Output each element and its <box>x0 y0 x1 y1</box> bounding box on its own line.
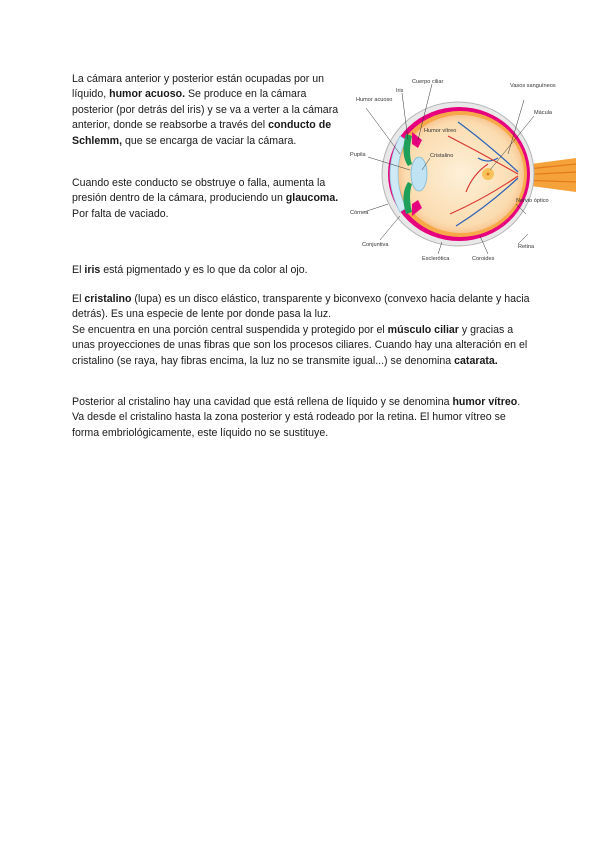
paragraph-cristalino <box>72 292 534 369</box>
text: La cámara anterior y posterior están ocupadas por un líquido, <box>72 73 325 101</box>
text: (lupa) es un disco elástico, transparente y biconvexo (convexo hacia delante y hacia detrás). Es una especie de lente por donde pasa la luz. <box>72 293 530 321</box>
text: Cuando este conducto se obstruye o falla, aumenta la presión dentro de la cámara, produciendo un <box>72 177 326 205</box>
label-nervio-optico: Nervio óptico <box>516 198 549 204</box>
paragraph-humor-vitreo <box>72 395 534 441</box>
paragraph-glaucoma <box>72 176 344 222</box>
label-cornea: Córnea <box>350 210 369 216</box>
term-glaucoma: glaucoma. <box>285 192 339 205</box>
paragraph-humor-acuoso <box>72 72 344 149</box>
text: que se encarga de vaciar la cámara. <box>122 134 297 147</box>
label-conjuntiva: Conjuntiva <box>362 242 389 248</box>
eye-anatomy-diagram <box>338 74 576 266</box>
text: Por falta de vaciado. <box>72 207 169 220</box>
text: está pigmentado y es lo que da color al ojo. <box>100 264 308 276</box>
label-pupila: Pupila <box>350 152 366 158</box>
text: y gracias a unas proyecciones de unas fibras que son los procesos ciliares. Cuando hay una alteración en el cristalino (se raya, hay fibras encima, la luz no se transmite igual...) se denomina <box>72 323 528 367</box>
label-esclerotica: Esclerótica <box>422 256 450 262</box>
label-coroides: Coroides <box>472 256 495 262</box>
text: El <box>72 293 85 305</box>
text: Se encuentra en una porción central suspendida y protegido por el <box>72 323 388 336</box>
lens <box>411 157 427 191</box>
text: El <box>72 264 85 276</box>
label-vasos: Vasos sanguíneos <box>510 83 556 89</box>
label-cristalino: Cristalino <box>430 153 454 159</box>
term-iris: iris <box>84 264 101 276</box>
term-humor-acuoso: humor acuoso. <box>109 88 186 101</box>
term-musculo-ciliar: músculo ciliar <box>387 323 459 336</box>
label-iris: Iris <box>396 88 404 94</box>
label-humor-acuoso: Humor acuoso <box>356 97 393 103</box>
label-humor-vitreo: Humor vítreo <box>424 128 457 134</box>
term-conducto-schlemm: conducto de Schlemm, <box>72 119 332 147</box>
term-humor-vitreo: humor vítreo <box>452 396 518 408</box>
term-catarata: catarata. <box>454 354 498 367</box>
label-macula: Mácula <box>534 110 553 116</box>
text: Se produce en la cámara posterior (por detrás del iris) y se va a verter a la cámara anterior, donde se reabsorbe a través del <box>72 88 339 132</box>
text: . Va desde el cristalino hasta la zona posterior y está rodeado por la retina. El humor vítreo se forma embriológicamente, este líquido no se sustituye. <box>72 396 521 439</box>
label-retina: Retina <box>518 244 535 250</box>
term-cristalino: cristalino <box>84 293 132 305</box>
label-cuerpo-ciliar: Cuerpo ciliar <box>412 79 444 85</box>
text: Posterior al cristalino hay una cavidad que está rellena de líquido y se denomina <box>72 396 453 408</box>
